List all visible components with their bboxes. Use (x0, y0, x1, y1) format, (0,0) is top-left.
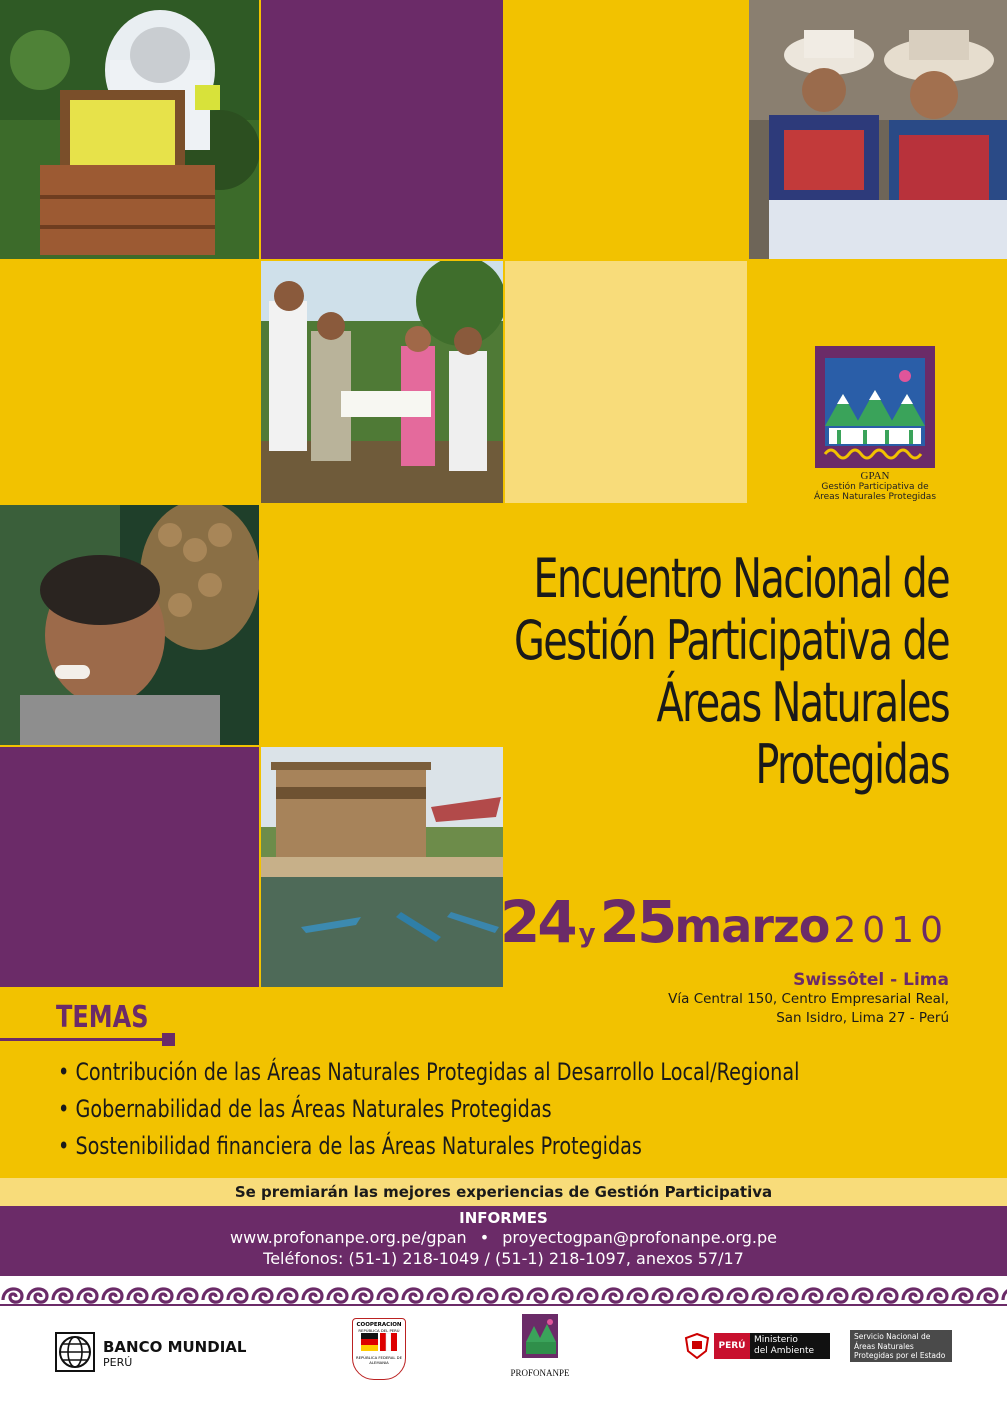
photo-field-team (261, 261, 503, 503)
date-day-2: 25 (599, 888, 675, 956)
photo-smiling-boy-image (0, 505, 259, 745)
spiral-border (0, 1276, 1007, 1310)
informes-email-link[interactable]: proyectogpan@profonanpe.org.pe (502, 1228, 777, 1247)
date-day-1: 24 (499, 888, 575, 956)
informes-contacts (0, 1227, 1007, 1248)
globe-icon (55, 1332, 95, 1372)
sernanp-block (850, 1330, 952, 1362)
ministerio-block (750, 1333, 830, 1359)
temas-list (58, 1054, 985, 1165)
temas-square-marker (162, 1033, 175, 1046)
gpan-name-line2: Áreas Naturales Protegidas (813, 492, 937, 502)
photo-smiling-boy (0, 505, 259, 745)
purple-square-2 (0, 747, 259, 987)
gpan-emblem (815, 346, 935, 468)
venue-address-line2: San Isidro, Lima 27 - Perú (776, 1010, 949, 1026)
ministerio-line1: Ministerio (754, 1335, 798, 1345)
photo-field-team-image (261, 261, 503, 503)
photo-beekeeper (0, 0, 259, 259)
informes-phones: Teléfonos: (51-1) 218-1049 / (51-1) 218-1097, anexos 57/17 (263, 1249, 744, 1268)
purple-square-1 (261, 0, 503, 259)
peru-badge: PERÚ (714, 1333, 750, 1359)
gpan-mountains-icon (815, 346, 935, 468)
profonanpe-name: PROFONANPE (510, 1368, 570, 1378)
title-line-2: Gestión Participativa de (513, 609, 949, 672)
sernanp-line2: Áreas Naturales (854, 1341, 914, 1351)
gpan-logo (810, 346, 940, 502)
ministerio-line2: del Ambiente (754, 1346, 815, 1356)
informes-website-link[interactable]: www.profonanpe.org.pe/gpan (230, 1228, 467, 1247)
profonanpe-logo (505, 1312, 575, 1382)
sernanp-line1: Servicio Nacional de (854, 1332, 931, 1341)
cooperacion-line2: REPÚBLICA FEDERAL DE ALEMANIA (355, 1355, 403, 1365)
spiral-pattern-icon (0, 1276, 1007, 1310)
tema-item: • Contribución de las Áreas Naturales Protegidas al Desarrollo Local/Regional (58, 1054, 799, 1091)
gpan-name-line1: Gestión Participativa de (821, 482, 929, 492)
venue-address-line1: Vía Central 150, Centro Empresarial Real, (668, 991, 949, 1007)
date-year: 2010 (833, 910, 949, 951)
event-title (441, 548, 949, 796)
title-line-1: Encuentro Nacional de (533, 547, 949, 610)
profonanpe-emblem-icon (520, 1312, 560, 1364)
venue-block (668, 970, 949, 1028)
temas-heading: TEMAS (56, 1000, 149, 1035)
date-month: marzo (674, 899, 830, 953)
minam-sernanp-logo (684, 1330, 954, 1364)
banco-mundial-country: PERÚ (103, 1356, 133, 1369)
yellow-square-2 (0, 261, 259, 503)
tema-item: • Gobernabilidad de las Áreas Naturales Protegidas (58, 1091, 799, 1128)
temas-underline (0, 1038, 168, 1041)
venue-name: Swissôtel - Lima (793, 970, 949, 990)
banco-mundial-name: BANCO MUNDIAL (103, 1338, 247, 1356)
yellow-square-1 (505, 0, 747, 259)
informes-block (0, 1206, 1007, 1276)
cooperacion-title: COOPERACION (356, 1322, 402, 1328)
informes-heading: INFORMES (459, 1209, 548, 1227)
cooperacion-line1: REPÚBLICA DEL PERÚ (358, 1328, 400, 1333)
title-line-4: Protegidas (755, 733, 949, 796)
award-banner: Se premiarán las mejores experiencias de Gestión Participativa (0, 1178, 1007, 1206)
photo-andean-women-image (749, 0, 1007, 259)
tema-item: • Sostenibilidad financiera de las Áreas Naturales Protegidas (58, 1128, 799, 1165)
flags-icon (361, 1333, 397, 1351)
photo-beekeeper-image (0, 0, 259, 259)
sponsors-footer (0, 1310, 1007, 1406)
gpan-acronym: GPAN (860, 470, 890, 482)
informes-separator: • (479, 1228, 490, 1247)
photo-andean-women (749, 0, 1007, 259)
title-line-3: Áreas Naturales (656, 671, 949, 734)
date-conjunction: y (578, 919, 596, 949)
sernanp-line3: Protegidas por el Estado (854, 1351, 946, 1360)
light-yellow-square (505, 261, 747, 503)
banco-mundial-logo (55, 1330, 255, 1378)
cooperacion-alemana-logo (352, 1318, 406, 1380)
peru-shield-icon (684, 1333, 710, 1359)
event-dates (500, 888, 949, 956)
